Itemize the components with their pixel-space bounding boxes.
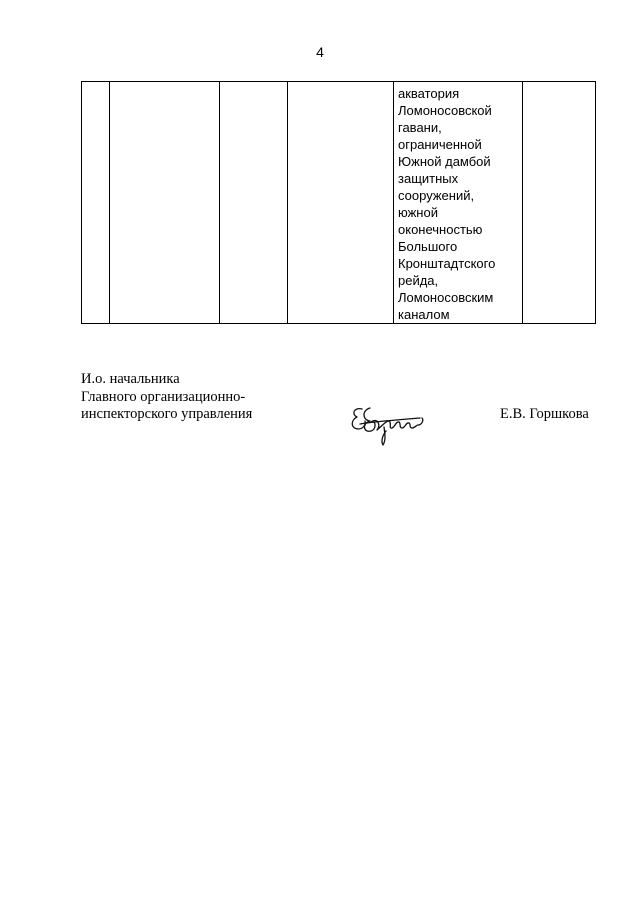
cell-text-line: ограниченной — [398, 137, 482, 152]
cell-text-line: южной — [398, 205, 438, 220]
table-cell-description — [394, 82, 523, 324]
page-number: 4 — [316, 44, 324, 60]
signer-name: Е.В. Горшкова — [500, 406, 589, 422]
table-cell-empty — [220, 82, 288, 324]
cell-text-line: Южной дамбой — [398, 154, 491, 169]
cell-text-line: каналом — [398, 307, 450, 322]
table-row — [82, 82, 596, 324]
cell-text-line: гавани, — [398, 120, 442, 135]
cell-text-line: Ломоносовским — [398, 290, 494, 305]
cell-text-line: сооружений, — [398, 188, 475, 203]
signer-title-line: И.о. начальника — [81, 371, 180, 387]
document-table — [81, 81, 596, 324]
signer-title-line: инспекторского управления — [81, 406, 253, 422]
cell-text-line: рейда, — [398, 273, 439, 288]
table-cell-empty — [110, 82, 220, 324]
signer-title — [81, 371, 252, 424]
cell-text-line: оконечностью — [398, 222, 483, 237]
cell-text-line: Большого — [398, 239, 458, 254]
cell-text-line: защитных — [398, 171, 459, 186]
table-cell-empty — [288, 82, 394, 324]
handwritten-signature — [348, 400, 428, 448]
cell-text-line: акватория — [398, 86, 460, 101]
table-cell-empty — [82, 82, 110, 324]
table-cell-empty — [523, 82, 596, 324]
cell-text-line: Кронштадтского — [398, 256, 496, 271]
cell-text-line: Ломоносовской — [398, 103, 492, 118]
signer-title-line: Главного организационно- — [81, 388, 246, 405]
